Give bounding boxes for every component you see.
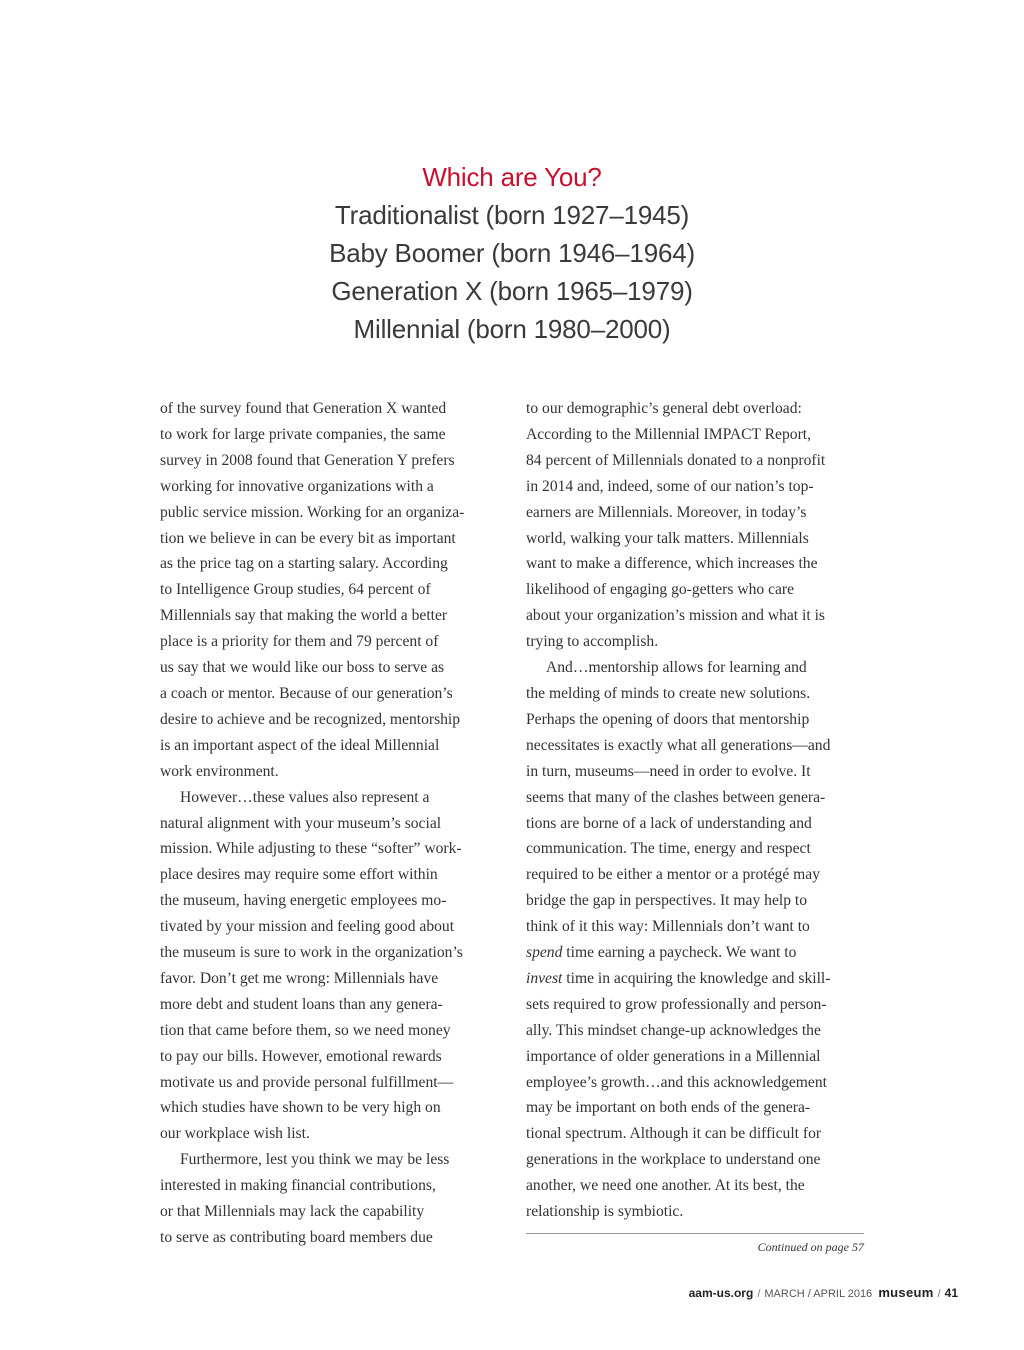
text-line: to work for large private companies, the same: [160, 425, 446, 443]
text-line: ally. This mindset change-up acknowledges the: [526, 1021, 821, 1039]
continued-divider: [526, 1233, 864, 1234]
text-line: tions are borne of a lack of understanding and: [526, 814, 812, 832]
header-line-millennial: Millennial (born 1980–2000): [353, 314, 671, 344]
text-line: Furthermore, lest you think we may be less: [180, 1151, 450, 1169]
text-fragment: time earning a paycheck. We want to: [562, 944, 797, 962]
text-line: According to the Millennial IMPACT Report,: [526, 425, 811, 443]
text-line: want to make a difference, which increases the: [526, 555, 818, 573]
text-line: as the price tag on a starting salary. According: [160, 555, 448, 573]
text-line: importance of older generations in a Millennial: [526, 1047, 821, 1065]
text-fragment: time in acquiring the knowledge and skill-: [562, 969, 831, 987]
text-line: 84 percent of Millennials donated to a nonprofit: [526, 451, 826, 469]
footer-separator: /: [757, 1288, 761, 1300]
text-line: desire to achieve and be recognized, mentorship: [160, 710, 461, 728]
left-column: [160, 396, 505, 1251]
text-line: our workplace wish list.: [160, 1125, 310, 1143]
right-column: [526, 396, 871, 1225]
text-line: tional spectrum. Although it can be difficult for: [526, 1125, 822, 1143]
text-line: to our demographic’s general debt overload:: [526, 400, 802, 417]
text-line: employee’s growth…and this acknowledgement: [526, 1073, 827, 1091]
text-line: However…these values also represent a: [180, 788, 430, 806]
text-line: Perhaps the opening of doors that mentorship: [526, 710, 810, 728]
text-line: Millennials say that making the world a better: [160, 607, 448, 625]
text-line: work environment.: [160, 762, 279, 780]
text-line: to pay our bills. However, emotional rewards: [160, 1047, 442, 1065]
text-line: to Intelligence Group studies, 64 percent of: [160, 581, 431, 599]
text-line: place is a priority for them and 79 percent of: [160, 633, 439, 651]
text-line: favor. Don’t get me wrong: Millennials have: [160, 969, 439, 987]
header-line-traditionalist: Traditionalist (born 1927–1945): [334, 200, 690, 230]
text-line: motivate us and provide personal fulfillment—: [160, 1073, 454, 1091]
sidebar-header: [0, 158, 1024, 348]
footer-site-link[interactable]: aam-us.org: [688, 1286, 754, 1300]
text-line: of the survey found that Generation X wanted: [160, 400, 447, 417]
text-line: likelihood of engaging go-getters who care: [526, 581, 795, 599]
text-line: And…mentorship allows for learning and: [546, 659, 807, 677]
text-line: the museum is sure to work in the organization’s: [160, 944, 463, 962]
text-line: think of it this way: Millennials don’t want to: [526, 918, 810, 936]
text-line: earners are Millennials. Moreover, in today’s: [526, 503, 807, 521]
text-line: about your organization’s mission and what it is: [526, 607, 825, 625]
header-title: Which are You?: [422, 162, 602, 192]
text-line: required to be either a mentor or a protégé may: [526, 866, 820, 884]
text-line: trying to accomplish.: [526, 633, 659, 651]
text-line: mission. While adjusting to these “softer” work-: [160, 840, 462, 858]
text-line: in turn, museums—need in order to evolve. It: [526, 762, 811, 780]
text-line: tivated by your mission and feeling good about: [160, 918, 455, 936]
footer-magazine-name: museum: [878, 1285, 934, 1300]
text-line: communication. The time, energy and respect: [526, 840, 811, 858]
text-line: survey in 2008 found that Generation Y prefers: [160, 451, 455, 469]
text-line: seems that many of the clashes between genera-: [526, 788, 826, 806]
footer-separator: /: [937, 1288, 941, 1300]
text-line: to serve as contributing board members due: [160, 1229, 433, 1246]
text-line: world, walking your talk matters. Millennials: [526, 529, 809, 547]
text-line: tion that came before them, so we need money: [160, 1021, 451, 1039]
text-line: is an important aspect of the ideal Millennial: [160, 736, 440, 754]
text-line: in 2014 and, indeed, some of our nation’s top-: [526, 477, 814, 495]
continued-note: Continued on page 57: [757, 1240, 864, 1254]
text-line: the museum, having energetic employees mo-: [160, 892, 447, 910]
header-line-generation-x: Generation X (born 1965–1979): [331, 276, 693, 306]
text-line: or that Millennials may lack the capability: [160, 1203, 425, 1221]
text-line: necessitates is exactly what all generations—and: [526, 736, 831, 754]
footer-date: MARCH / APRIL 2016: [764, 1288, 873, 1300]
text-line-invest: [526, 966, 871, 992]
text-line: a coach or mentor. Because of our generation’s: [160, 684, 453, 702]
emphasis-invest: invest: [526, 969, 563, 987]
text-line: bridge the gap in perspectives. It may help to: [526, 892, 808, 910]
header-line-baby-boomer: Baby Boomer (born 1946–1964): [329, 238, 695, 268]
text-line: relationship is symbiotic.: [526, 1203, 684, 1221]
text-line: another, we need one another. At its best, the: [526, 1177, 805, 1195]
text-line: more debt and student loans than any genera-: [160, 995, 443, 1013]
footer-page-number: 41: [944, 1286, 958, 1300]
text-line: the melding of minds to create new solutions.: [526, 684, 811, 702]
text-line: us say that we would like our boss to serve as: [160, 659, 445, 677]
page-footer: [689, 1285, 958, 1300]
text-line: sets required to grow professionally and person-: [526, 995, 827, 1013]
text-line: public service mission. Working for an organiza-: [160, 503, 465, 521]
emphasis-spend: spend: [526, 944, 563, 962]
text-line: interested in making financial contributions,: [160, 1177, 436, 1195]
text-line: generations in the workplace to understand one: [526, 1151, 821, 1169]
text-line: natural alignment with your museum’s social: [160, 814, 442, 832]
text-line: tion we believe in can be every bit as important: [160, 529, 456, 547]
text-line-spend: [526, 940, 871, 966]
text-line: which studies have shown to be very high on: [160, 1099, 441, 1117]
text-line: place desires may require some effort within: [160, 866, 438, 884]
text-line: may be important on both ends of the genera-: [526, 1099, 811, 1117]
text-line: working for innovative organizations with a: [160, 477, 434, 495]
